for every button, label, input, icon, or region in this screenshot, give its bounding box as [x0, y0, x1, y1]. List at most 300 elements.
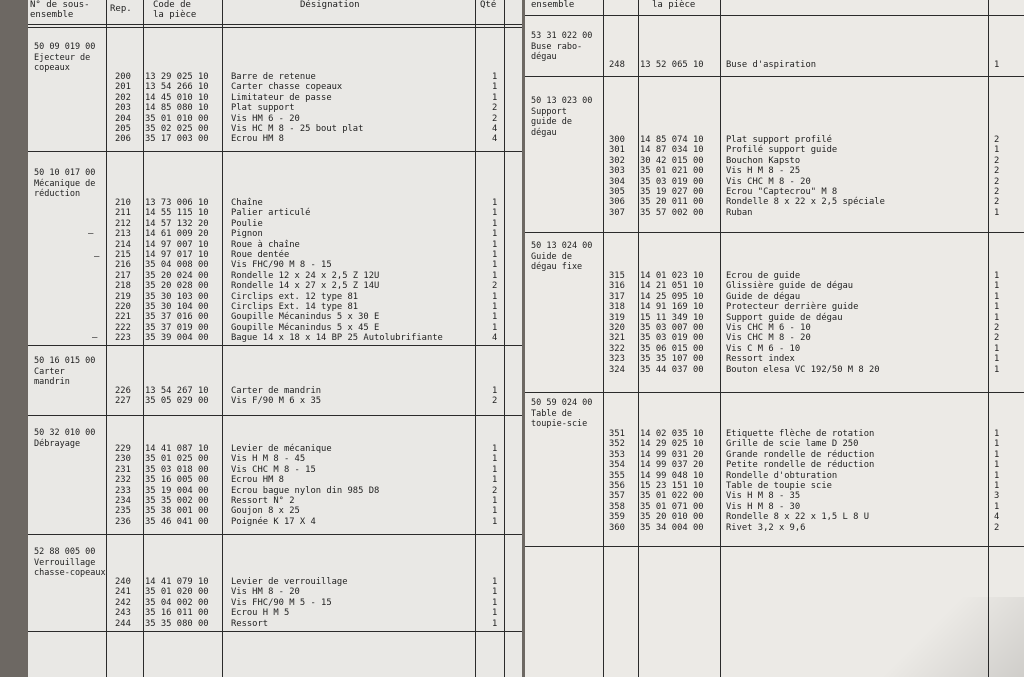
part-qty: 1 [994, 145, 1000, 156]
part-row [525, 197, 1024, 207]
part-rep: 201 [115, 82, 131, 93]
part-rep: 205 [115, 124, 131, 134]
part-rep: 304 [609, 176, 625, 187]
part-qty: 1 [994, 291, 1000, 302]
part-rep: 202 [115, 92, 131, 103]
part-code: 35 04 002 00 [145, 597, 209, 608]
part-qty: 1 [492, 208, 498, 219]
part-qty: 1 [492, 312, 498, 323]
part-qty: 4 [492, 333, 498, 344]
part-designation: Ecrou HM 8 [231, 475, 284, 486]
part-code: 35 16 011 00 [145, 608, 209, 619]
part-code: 14 99 048 10 [640, 470, 704, 481]
part-rep: 235 [115, 506, 131, 517]
part-code: 14 45 010 10 [145, 92, 209, 103]
part-qty: 1 [994, 302, 1000, 313]
part-designation: Poignée K 17 X 4 [231, 516, 316, 527]
part-code: 35 19 004 00 [145, 485, 209, 496]
part-qty: 1 [994, 481, 1000, 491]
part-qty: 1 [994, 449, 1000, 460]
part-rep: 354 [609, 460, 625, 471]
part-designation: Vis HC M 8 - 25 bout plat [231, 124, 364, 134]
part-row [525, 60, 1024, 70]
part-rep: 232 [115, 475, 131, 486]
group-rule [28, 345, 522, 346]
part-row [525, 523, 1024, 533]
part-rep: 353 [609, 449, 625, 460]
group-rule [525, 392, 1024, 393]
part-rep: 358 [609, 501, 625, 512]
part-rep: 303 [609, 166, 625, 177]
part-rep: 236 [115, 516, 131, 527]
part-designation: Plat support profilé [726, 135, 832, 145]
group-rule [525, 76, 1024, 77]
part-rep: 230 [115, 454, 131, 465]
part-row [525, 512, 1024, 522]
part-row [525, 156, 1024, 166]
part-code: 14 99 031 20 [640, 449, 704, 460]
part-rep: 229 [115, 444, 131, 454]
part-designation: Rondelle d'obturation [726, 470, 838, 481]
part-row [28, 465, 522, 475]
part-designation: Palier articulé [231, 208, 311, 219]
part-designation: Limitateur de passe [231, 92, 332, 103]
part-row [28, 198, 522, 208]
part-code: 14 55 115 10 [145, 208, 209, 219]
part-rep: 206 [115, 134, 131, 145]
part-row [28, 323, 522, 333]
part-designation: Vis H M 8 - 30 [726, 501, 801, 512]
part-qty: 1 [492, 587, 498, 598]
part-row [28, 82, 522, 92]
part-row [28, 506, 522, 516]
part-row [525, 354, 1024, 364]
paper-shadow [864, 597, 1024, 677]
part-row [525, 281, 1024, 291]
part-code: 35 37 019 00 [145, 322, 209, 333]
part-row [525, 450, 1024, 460]
part-code: 35 35 107 00 [640, 354, 704, 365]
part-rep: 211 [115, 208, 131, 219]
group-label [531, 241, 592, 273]
part-row [28, 454, 522, 464]
part-designation: Goupille Mécanindus 5 x 30 E [231, 312, 380, 323]
part-rep: 305 [609, 187, 625, 197]
part-rep: 219 [115, 291, 131, 302]
part-row [28, 281, 522, 291]
part-row [28, 229, 522, 239]
part-code: 14 02 035 10 [640, 429, 704, 439]
part-designation: Rivet 3,2 x 9,6 [726, 522, 806, 533]
part-row [28, 250, 522, 260]
part-designation: Vis CHC M 8 - 15 [231, 464, 316, 475]
part-qty: 1 [492, 516, 498, 527]
part-code: 35 01 071 00 [640, 501, 704, 512]
part-code: 35 34 004 00 [640, 522, 704, 533]
part-rep: 317 [609, 291, 625, 302]
part-rep: 355 [609, 470, 625, 481]
part-designation: Vis CHC M 6 - 10 [726, 323, 811, 333]
part-designation: Vis CHC M 8 - 20 [726, 333, 811, 344]
part-qty: 2 [492, 485, 498, 496]
part-row [28, 517, 522, 527]
part-designation: Ecrou HM 8 [231, 134, 284, 145]
part-qty: 1 [492, 444, 498, 454]
part-code: 13 73 006 10 [145, 198, 209, 208]
part-code: 35 02 025 00 [145, 124, 209, 134]
part-designation: Bouton elesa VC 192/50 M 8 20 [726, 364, 880, 375]
group-label [531, 96, 592, 138]
part-designation: Ressort N° 2 [231, 496, 295, 506]
part-rep: 231 [115, 464, 131, 475]
part-row [28, 598, 522, 608]
part-designation: Levier de verrouillage [231, 577, 348, 587]
part-row [28, 134, 522, 144]
part-designation: Goupille Mécanindus 5 x 45 E [231, 322, 380, 333]
part-rep: 226 [115, 386, 131, 396]
part-qty: 3 [994, 491, 1000, 502]
part-designation: Vis H M 8 - 45 [231, 454, 306, 465]
part-rep: 233 [115, 485, 131, 496]
part-rep: 307 [609, 207, 625, 218]
part-qty: 2 [994, 155, 1000, 166]
part-qty: 2 [994, 187, 1000, 197]
part-rep: 222 [115, 322, 131, 333]
part-designation: Grille de scie lame D 250 [726, 439, 859, 450]
part-row [525, 323, 1024, 333]
part-code: 35 39 004 00 [145, 333, 209, 344]
part-designation: Ressort index [726, 354, 795, 365]
part-code: 35 30 103 00 [145, 291, 209, 302]
part-row [28, 396, 522, 406]
part-designation: Ruban [726, 207, 753, 218]
part-code: 14 57 132 20 [145, 218, 209, 229]
part-row [525, 481, 1024, 491]
header-qte: Qté [480, 0, 497, 10]
part-row [28, 333, 522, 343]
part-qty: 2 [994, 333, 1000, 344]
part-qty: 2 [994, 197, 1000, 208]
group-code: 50 09 019 00 [34, 42, 96, 52]
part-designation: Grande rondelle de réduction [726, 449, 875, 460]
part-qty: 1 [492, 229, 498, 240]
part-designation: Rondelle 14 x 27 x 2,5 Z 14U [231, 281, 380, 292]
group-title: Table de toupie-scie [531, 408, 588, 430]
part-qty: 1 [994, 281, 1000, 292]
part-designation: Rondelle 8 x 22 x 1,5 L 8 U [726, 512, 869, 523]
part-qty: 2 [994, 166, 1000, 177]
part-code: 13 54 267 10 [145, 386, 209, 396]
part-qty: 1 [492, 618, 498, 629]
part-code: 14 61 009 20 [145, 229, 209, 240]
group-label [34, 547, 106, 579]
part-row [525, 471, 1024, 481]
part-rep: 204 [115, 113, 131, 124]
part-qty: 1 [492, 475, 498, 486]
header-ensemble: ensemble [531, 0, 575, 10]
part-designation: Ecrou de guide [726, 271, 801, 281]
part-qty: 1 [994, 343, 1000, 354]
part-code: 35 38 001 00 [145, 506, 209, 517]
group-rule [525, 546, 1024, 547]
part-rep: 360 [609, 522, 625, 533]
part-code: 35 35 080 00 [145, 618, 209, 629]
part-code: 14 97 017 10 [145, 250, 209, 260]
part-designation: Roue à chaîne [231, 239, 300, 250]
part-rep: 302 [609, 155, 625, 166]
header-piece: Code de la pièce [153, 0, 197, 20]
part-designation: Ressort [231, 618, 269, 629]
part-rep: 352 [609, 439, 625, 450]
pen-mark: – [88, 229, 94, 239]
part-rep: 220 [115, 302, 131, 312]
part-designation: Levier de mécanique [231, 444, 332, 454]
part-designation: Profilé support guide [726, 145, 838, 156]
part-rep: 234 [115, 496, 131, 506]
part-qty: 1 [492, 260, 498, 271]
part-code: 13 52 065 10 [640, 60, 704, 70]
part-rep: 212 [115, 218, 131, 229]
part-rep: 301 [609, 145, 625, 156]
group-code: 52 88 005 00 [34, 547, 96, 557]
part-code: 35 01 025 00 [145, 454, 209, 465]
part-rep: 357 [609, 491, 625, 502]
part-qty: 1 [492, 496, 498, 506]
part-code: 35 05 029 00 [145, 396, 209, 407]
part-designation: Ecrou "Captecrou" M 8 [726, 187, 838, 197]
part-designation: Bouchon Kapsto [726, 155, 801, 166]
part-designation: Vis F/90 M 6 x 35 [231, 396, 322, 407]
part-rep: 217 [115, 270, 131, 281]
part-row [525, 145, 1024, 155]
group-title: Débrayage [34, 438, 81, 449]
part-code: 35 30 104 00 [145, 302, 209, 312]
part-qty: 1 [492, 291, 498, 302]
part-rep: 218 [115, 281, 131, 292]
group-label [531, 398, 592, 430]
part-code: 35 44 037 00 [640, 364, 704, 375]
group-title: Verrouillage chasse-copeaux [34, 557, 106, 579]
part-row [525, 313, 1024, 323]
group-code: 50 13 023 00 [531, 96, 593, 106]
part-code: 35 20 024 00 [145, 270, 209, 281]
part-qty: 1 [492, 454, 498, 465]
part-row [28, 386, 522, 396]
part-rep: 216 [115, 260, 131, 271]
part-rep: 242 [115, 597, 131, 608]
part-row [28, 608, 522, 618]
part-rep: 244 [115, 618, 131, 629]
part-code: 35 01 021 00 [640, 166, 704, 177]
part-qty: 1 [994, 460, 1000, 471]
part-code: 35 57 002 00 [640, 207, 704, 218]
part-qty: 4 [994, 512, 1000, 523]
part-designation: Vis H M 8 - 25 [726, 166, 801, 177]
group-title: Ejecteur de copeaux [34, 52, 91, 74]
part-rep: 248 [609, 60, 625, 70]
part-row [525, 166, 1024, 176]
group-code: 50 32 010 00 [34, 428, 96, 438]
part-row [28, 486, 522, 496]
part-row [28, 103, 522, 113]
part-rep: 221 [115, 312, 131, 323]
part-row [28, 292, 522, 302]
part-designation: Support guide de dégau [726, 312, 843, 323]
part-code: 14 29 025 10 [640, 439, 704, 450]
part-qty: 1 [492, 464, 498, 475]
part-qty: 1 [492, 577, 498, 587]
part-designation: Vis FHC/90 M 5 - 15 [231, 597, 332, 608]
part-rep: 300 [609, 135, 625, 145]
part-designation: Buse d'aspiration [726, 60, 817, 70]
right-parts-sheet [525, 0, 1024, 677]
part-code: 14 99 037 20 [640, 460, 704, 471]
part-designation: Guide de dégau [726, 291, 801, 302]
part-qty: 1 [492, 302, 498, 312]
header-rule [28, 27, 522, 28]
header-rule [525, 15, 1024, 16]
group-code: 50 10 017 00 [34, 168, 96, 178]
part-rep: 320 [609, 323, 625, 333]
pen-mark: – [94, 252, 100, 262]
part-qty: 4 [492, 124, 498, 134]
part-code: 35 03 007 00 [640, 323, 704, 333]
part-row [525, 429, 1024, 439]
group-rule [28, 151, 522, 152]
part-designation: Vis HM 8 - 20 [231, 587, 300, 598]
part-rep: 323 [609, 354, 625, 365]
part-qty: 1 [492, 322, 498, 333]
part-rep: 243 [115, 608, 131, 619]
part-row [525, 344, 1024, 354]
group-label [34, 168, 95, 200]
part-rep: 322 [609, 343, 625, 354]
part-designation: Vis HM 6 - 20 [231, 113, 300, 124]
part-designation: Rondelle 12 x 24 x 2,5 Z 12U [231, 270, 380, 281]
part-row [28, 312, 522, 322]
part-qty: 2 [492, 396, 498, 407]
pen-mark: – [92, 333, 98, 343]
part-designation: Poulie [231, 218, 263, 229]
part-designation: Petite rondelle de réduction [726, 460, 875, 471]
part-qty: 1 [492, 386, 498, 396]
part-rep: 356 [609, 481, 625, 491]
part-code: 14 41 087 10 [145, 444, 209, 454]
group-title: Mécanique de réduction [34, 178, 96, 200]
part-designation: Circlips Ext. 14 type 81 [231, 302, 359, 312]
part-code: 35 03 019 00 [640, 176, 704, 187]
part-code: 35 17 003 00 [145, 134, 209, 145]
group-rule [525, 232, 1024, 233]
part-row [525, 302, 1024, 312]
part-code: 35 35 002 00 [145, 496, 209, 506]
part-designation: Rondelle 8 x 22 x 2,5 spéciale [726, 197, 885, 208]
part-designation: Ecrou H M 5 [231, 608, 290, 619]
part-row [525, 135, 1024, 145]
part-designation: Roue dentée [231, 250, 290, 260]
part-rep: 316 [609, 281, 625, 292]
part-qty: 1 [994, 429, 1000, 439]
group-title: Buse rabo- dégau [531, 41, 583, 63]
part-qty: 1 [492, 270, 498, 281]
part-qty: 1 [492, 92, 498, 103]
part-code: 14 21 051 10 [640, 281, 704, 292]
part-designation: Vis CHC M 8 - 20 [726, 176, 811, 187]
part-row [525, 439, 1024, 449]
part-code: 14 91 169 10 [640, 302, 704, 313]
part-row [525, 491, 1024, 501]
part-code: 14 25 095 10 [640, 291, 704, 302]
part-designation: Goujon 8 x 25 [231, 506, 300, 517]
group-label [531, 31, 592, 63]
part-code: 35 01 020 00 [145, 587, 209, 598]
part-code: 35 19 027 00 [640, 187, 704, 197]
part-row [525, 502, 1024, 512]
part-qty: 1 [492, 198, 498, 208]
part-code: 35 01 022 00 [640, 491, 704, 502]
part-code: 13 54 266 10 [145, 82, 209, 93]
part-qty: 2 [994, 323, 1000, 333]
part-rep: 203 [115, 103, 131, 114]
part-designation: Pignon [231, 229, 263, 240]
part-rep: 306 [609, 197, 625, 208]
part-qty: 1 [994, 207, 1000, 218]
part-qty: 2 [492, 103, 498, 114]
part-rep: 240 [115, 577, 131, 587]
part-qty: 1 [994, 364, 1000, 375]
header-rule [28, 24, 522, 25]
header-ensemble: N° de sous- ensemble [30, 0, 90, 20]
group-title: Support guide de dégau [531, 106, 572, 138]
part-row [28, 271, 522, 281]
part-rep: 223 [115, 333, 131, 344]
part-designation: Ecrou bague nylon din 985 D8 [231, 485, 380, 496]
part-rep: 241 [115, 587, 131, 598]
part-designation: Circlips ext. 12 type 81 [231, 291, 359, 302]
part-rep: 214 [115, 239, 131, 250]
part-row [28, 302, 522, 312]
part-designation: Table de toupie scie [726, 481, 832, 491]
part-rep: 315 [609, 271, 625, 281]
part-row [525, 460, 1024, 470]
part-row [525, 365, 1024, 375]
part-designation: Bague 14 x 18 x 14 BP 25 Autolubrifiante [231, 333, 443, 344]
part-designation: Protecteur derrière guide [726, 302, 859, 313]
part-code: 14 87 034 10 [640, 145, 704, 156]
part-qty: 1 [492, 250, 498, 260]
part-rep: 359 [609, 512, 625, 523]
part-code: 35 20 028 00 [145, 281, 209, 292]
part-code: 35 20 010 00 [640, 512, 704, 523]
group-label [34, 42, 95, 74]
part-qty: 1 [994, 60, 1000, 70]
part-row [28, 219, 522, 229]
part-designation: Carter chasse copeaux [231, 82, 343, 93]
part-code: 30 42 015 00 [640, 155, 704, 166]
part-code: 14 85 074 10 [640, 135, 704, 145]
part-designation: Carter de mandrin [231, 386, 322, 396]
part-rep: 215 [115, 250, 131, 260]
part-code: 35 06 015 00 [640, 343, 704, 354]
part-row [525, 271, 1024, 281]
part-designation: Glissière guide de dégau [726, 281, 854, 292]
part-designation: Plat support [231, 103, 295, 114]
part-designation: Chaîne [231, 198, 263, 208]
group-label [34, 356, 95, 388]
part-code: 35 37 016 00 [145, 312, 209, 323]
group-title: Guide de dégau fixe [531, 251, 583, 273]
part-code: 35 03 019 00 [640, 333, 704, 344]
